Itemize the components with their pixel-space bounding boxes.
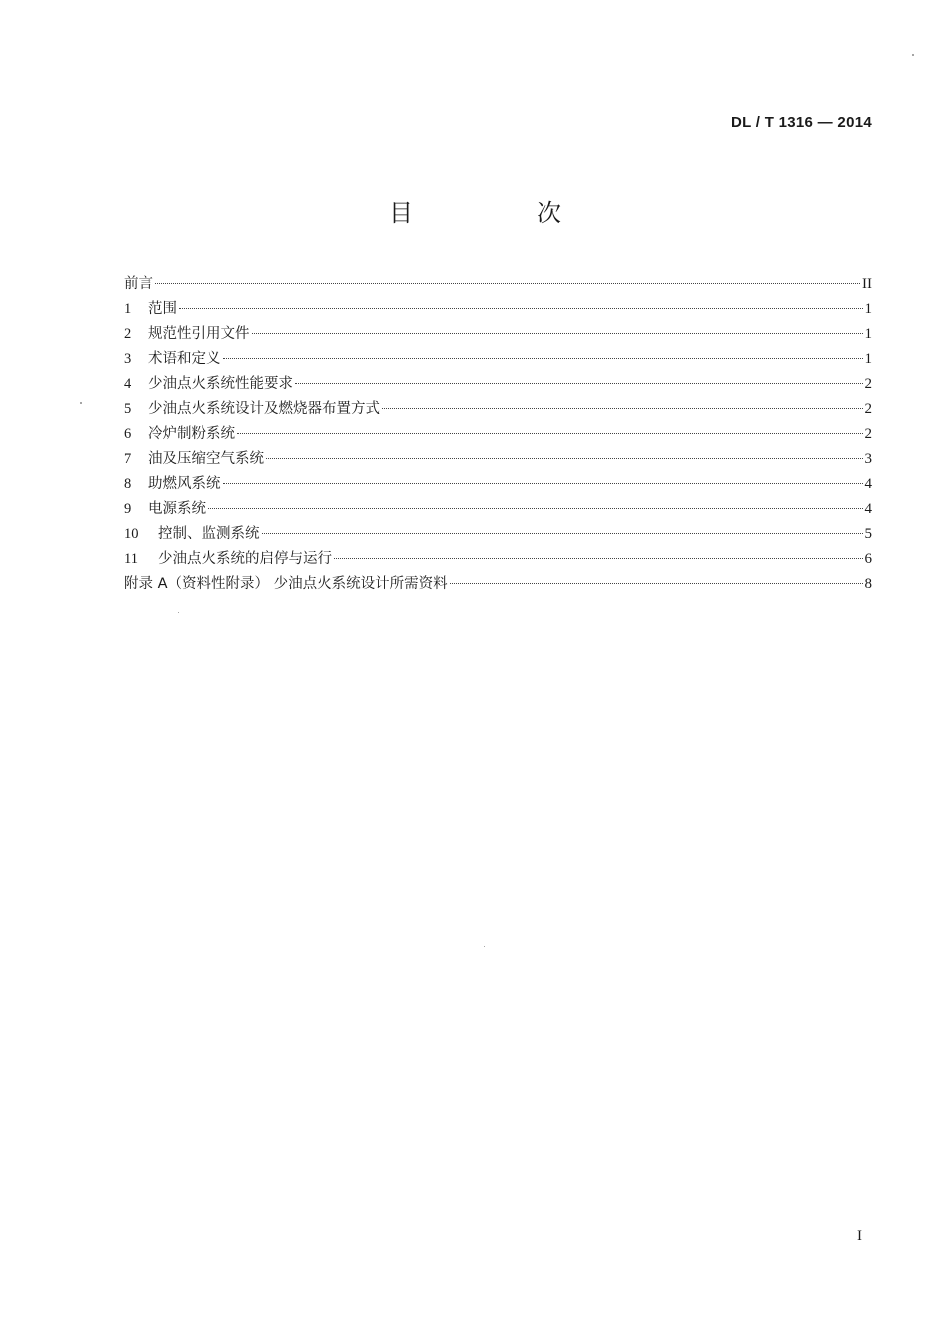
scan-speck xyxy=(484,946,485,947)
toc-entry-number: 3 xyxy=(124,351,132,367)
toc-entry-label: 油及压缩空气系统 xyxy=(148,451,264,467)
toc-entry-foreword[interactable] xyxy=(124,274,872,299)
toc-entry-11[interactable] xyxy=(124,549,872,574)
toc-entry-number: 10 xyxy=(124,526,139,542)
toc-entry-label: 电源系统 xyxy=(148,501,206,517)
toc-entry-label: 附录 A（资料性附录） 少油点火系统设计所需资料 xyxy=(124,576,448,592)
toc-entry-label: 术语和定义 xyxy=(148,351,221,367)
toc-entry-4[interactable] xyxy=(124,374,872,399)
toc-entry-number: 1 xyxy=(124,301,132,317)
toc-entry-label: 助燃风系统 xyxy=(148,476,221,492)
toc-entry-page: 1 xyxy=(864,301,872,317)
toc-entry-7[interactable] xyxy=(124,449,872,474)
toc-entry-5[interactable] xyxy=(124,399,872,424)
dot-leader xyxy=(262,533,863,534)
page-title: 目 次 xyxy=(389,199,611,227)
toc-entry-number: 7 xyxy=(124,451,132,467)
toc-entry-number: 8 xyxy=(124,476,132,492)
toc-entry-appendix-a[interactable] xyxy=(124,574,872,599)
toc-entry-page: 2 xyxy=(864,376,872,392)
dot-leader xyxy=(450,583,863,584)
toc-entry-number: 4 xyxy=(124,376,132,392)
toc-entry-page: 3 xyxy=(864,451,872,467)
toc-entry-page: 8 xyxy=(864,576,872,592)
toc-entry-label: 少油点火系统性能要求 xyxy=(148,376,293,392)
toc-entry-label: 前言 xyxy=(124,276,153,292)
toc-entry-page: 1 xyxy=(864,351,872,367)
dot-leader xyxy=(252,333,863,334)
standard-code: DL / T 1316 — 2014 xyxy=(730,114,872,131)
scan-speck xyxy=(912,54,914,56)
page-number: I xyxy=(857,1228,862,1244)
toc-entry-1[interactable] xyxy=(124,299,872,324)
dot-leader xyxy=(266,458,863,459)
dot-leader xyxy=(155,283,860,284)
dot-leader xyxy=(179,308,863,309)
dot-leader xyxy=(382,408,863,409)
toc-entry-number: 2 xyxy=(124,326,132,342)
dot-leader xyxy=(334,558,863,559)
toc-entry-page: 6 xyxy=(864,551,872,567)
dot-leader xyxy=(237,433,863,434)
toc-entry-number: 5 xyxy=(124,401,132,417)
toc-entry-label: 规范性引用文件 xyxy=(148,326,250,342)
toc-entry-page: II xyxy=(862,276,872,292)
dot-leader xyxy=(223,483,863,484)
table-of-contents xyxy=(124,274,872,599)
toc-entry-number: 9 xyxy=(124,501,132,517)
toc-entry-page: 4 xyxy=(864,501,872,517)
toc-entry-3[interactable] xyxy=(124,349,872,374)
toc-entry-number: 6 xyxy=(124,426,132,442)
toc-entry-label: 冷炉制粉系统 xyxy=(148,426,235,442)
toc-entry-label: 少油点火系统设计及燃烧器布置方式 xyxy=(148,401,380,417)
dot-leader xyxy=(223,358,863,359)
toc-entry-label: 控制、监测系统 xyxy=(158,526,260,542)
scan-speck xyxy=(178,612,179,613)
toc-entry-8[interactable] xyxy=(124,474,872,499)
dot-leader xyxy=(208,508,863,509)
toc-entry-page: 2 xyxy=(864,426,872,442)
toc-entry-page: 5 xyxy=(864,526,872,542)
toc-entry-6[interactable] xyxy=(124,424,872,449)
scan-speck xyxy=(80,402,82,404)
toc-entry-page: 1 xyxy=(864,326,872,342)
toc-entry-label: 少油点火系统的启停与运行 xyxy=(158,551,332,567)
toc-entry-label: 范围 xyxy=(148,301,177,317)
dot-leader xyxy=(295,383,863,384)
toc-entry-page: 2 xyxy=(864,401,872,417)
toc-entry-9[interactable] xyxy=(124,499,872,524)
toc-entry-10[interactable] xyxy=(124,524,872,549)
toc-entry-2[interactable] xyxy=(124,324,872,349)
toc-entry-number: 11 xyxy=(124,551,138,567)
toc-entry-page: 4 xyxy=(864,476,872,492)
